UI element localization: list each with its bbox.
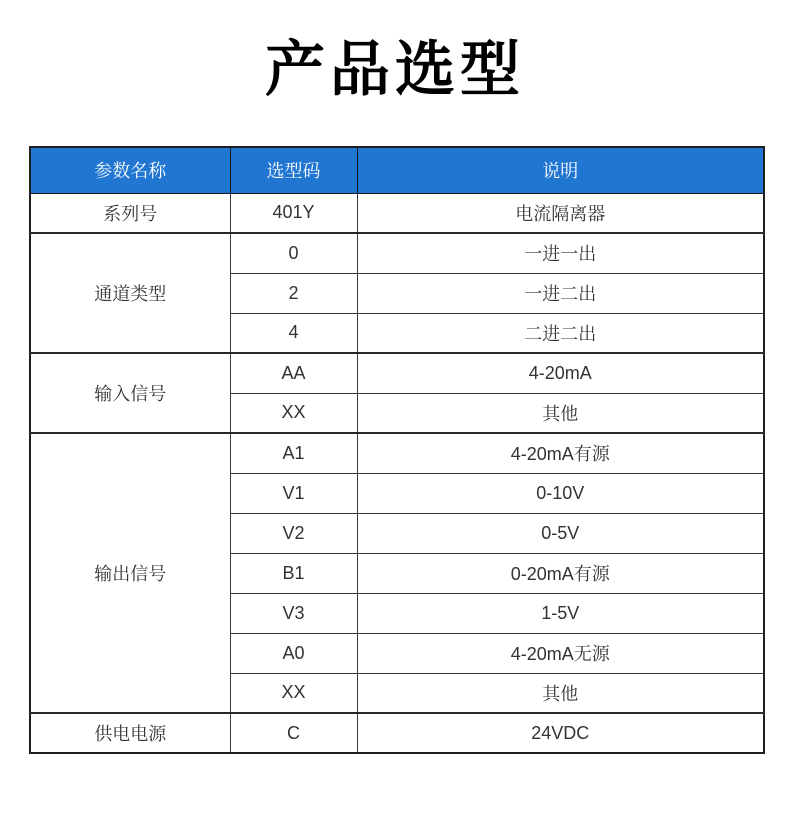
page-title: 产品选型 xyxy=(265,36,525,103)
desc-cell: 24VDC xyxy=(357,713,764,753)
header-param-name: 参数名称 xyxy=(30,147,230,193)
code-cell: C xyxy=(230,713,357,753)
code-cell: 2 xyxy=(230,273,357,313)
param-cell-output-signal: 输出信号 xyxy=(30,433,230,713)
desc-cell: 1-5V xyxy=(357,593,764,633)
table-header-row xyxy=(30,147,764,193)
param-cell-input-signal: 输入信号 xyxy=(30,353,230,433)
table-row xyxy=(30,713,764,753)
desc-cell: 0-10V xyxy=(357,473,764,513)
code-cell: XX xyxy=(230,673,357,713)
desc-cell: 4-20mA无源 xyxy=(357,633,764,673)
desc-cell: 电流隔离器 xyxy=(357,193,764,233)
desc-cell: 4-20mA有源 xyxy=(357,433,764,473)
code-cell: 4 xyxy=(230,313,357,353)
desc-cell: 其他 xyxy=(357,673,764,713)
code-cell: XX xyxy=(230,393,357,433)
param-cell-channel-type: 通道类型 xyxy=(30,233,230,353)
desc-cell: 0-20mA有源 xyxy=(357,553,764,593)
code-cell: 0 xyxy=(230,233,357,273)
code-cell: AA xyxy=(230,353,357,393)
table-row xyxy=(30,433,764,473)
code-cell: V1 xyxy=(230,473,357,513)
param-cell-series: 系列号 xyxy=(30,193,230,233)
param-cell-power-supply: 供电电源 xyxy=(30,713,230,753)
desc-cell: 一进二出 xyxy=(357,273,764,313)
desc-cell: 4-20mA xyxy=(357,353,764,393)
code-cell: A1 xyxy=(230,433,357,473)
code-cell: V2 xyxy=(230,513,357,553)
header-selection-code: 选型码 xyxy=(230,147,357,193)
table-row xyxy=(30,193,764,233)
code-cell: 401Y xyxy=(230,193,357,233)
desc-cell: 二进二出 xyxy=(357,313,764,353)
table-row xyxy=(30,233,764,273)
desc-cell: 0-5V xyxy=(357,513,764,553)
code-cell: A0 xyxy=(230,633,357,673)
table-row xyxy=(30,353,764,393)
code-cell: V3 xyxy=(230,593,357,633)
header-description: 说明 xyxy=(357,147,764,193)
product-selection-table xyxy=(29,146,765,754)
desc-cell: 一进一出 xyxy=(357,233,764,273)
desc-cell: 其他 xyxy=(357,393,764,433)
code-cell: B1 xyxy=(230,553,357,593)
